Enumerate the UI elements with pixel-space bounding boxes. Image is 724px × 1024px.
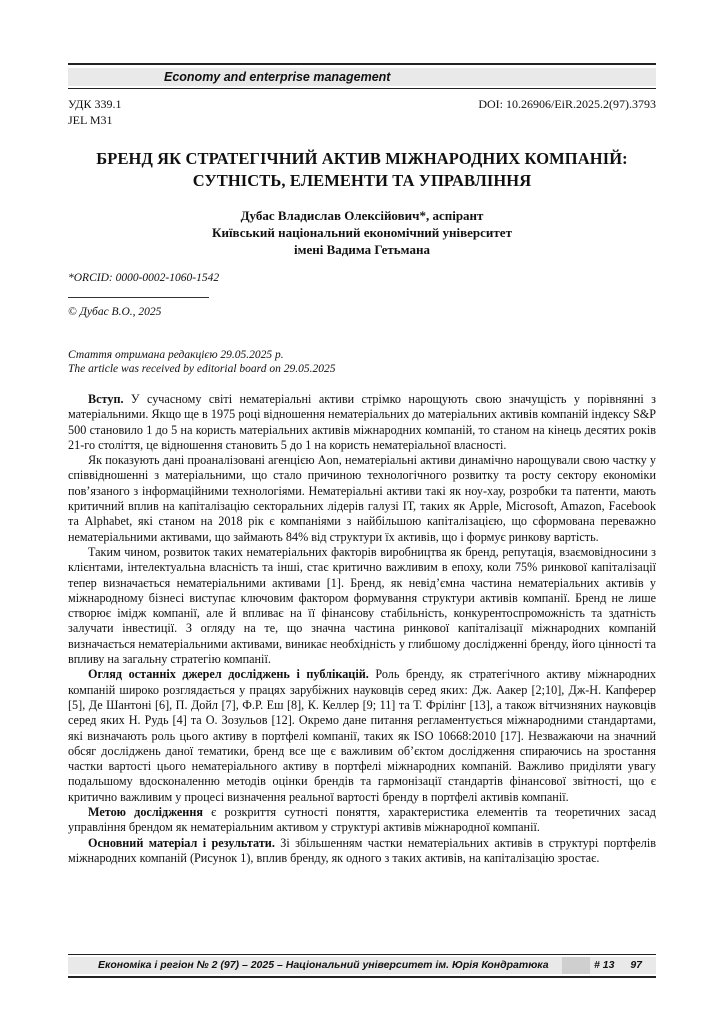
udc-code: УДК 339.1 [68,97,122,111]
text-goal: є розкриття сутності поняття, характеристика елементів та теоретичних засад управління брендом як нематеріальним активом у структурі активів міжнародної компанії. [68,805,657,835]
jel-code: JEL M31 [68,113,113,127]
lead-intro: Вступ. [88,392,124,406]
paragraph-intro [68,392,656,453]
text-literature: Роль бренду, як стратегічного активу міжнародних компаній широко розглядається у працях зарубіжних науковців серед яких: Дж. Аакер [2;10], Дж-Н. Капферер [5], Де Шантоні [6], П. Дойл [7], Ф.Р. Еш [8], К. Келлер [9; 11] та Т. Фрілінг [13], а також вітчизняних науковців серед яких Н. Рудь [4] та О. Зозульов [12]. Окремо дане питання регламентується міжнародними стандартами, які визначають роль цього активу в портфелі компанії, таких як ISO 10668:2010 [17]. Незважаючи на значний обсяг досліджень даної тематики, бренд все ще є важливим об’єктом дослідження спираючись на зростання частки вартості цього нематеріального активу в портфелі міжнародних компаній. Важливо приділяти увагу подальшому вдосконаленню методів оцінки брендів та гармонізації стандартів фінансової звітності, що є критично важливим у процесі визначення реальної вартості бренду в портфелі активів компанії. [68,667,656,804]
lead-results: Основний матеріал і результати. [88,835,275,850]
article-title-line2: СУТНІСТЬ, ЕЛЕМЕНТИ ТА УПРАВЛІННЯ [192,171,532,190]
lead-literature: Огляд останніх джерел досліджень і публікацій. [88,667,369,682]
affiliation-line2: імені Вадима Гетьмана [294,242,430,257]
received-ua: Стаття отримана редакцією 29.05.2025 р. [68,349,284,361]
footer-bar [68,957,656,974]
paragraph-literature [68,667,656,805]
text-aon: Як показують дані проаналізовані агенцією Aon, нематеріальні активи динамічно нарощували свою частку у співвідношенні з матеріальними, що стало причиною технологічного розвитку та росту сектору економіки пов’язаного з інформаційними технологіями. Нематеріальні активи такі як ноу-хау, розробки та патенти, мають критичний вплив на капіталізацію секторальних лідерів галузі ІТ, таких як Apple, Microsoft, Amazon, Facebook та Alphabet, які станом на 2018 рік є компаніями з найбільшою капіталізацією, що сформована переважно нематеріальними активами, що займають 84% від структури їх активів, що і формує ринкову вартість. [68,453,656,544]
paragraph-factors [68,545,656,667]
lead-goal: Метою дослідження [88,805,203,820]
footer-issue-number: # 13 [594,959,615,971]
footnote-rule [68,297,209,298]
paragraph-aon [68,453,656,545]
affiliation-line1: Київський національний економічний університет [212,225,512,240]
copyright: © Дубас В.О., 2025 [68,306,162,318]
received-en: The article was received by editorial board on 29.05.2025 [68,363,336,375]
paragraph-goal [68,805,656,836]
journal-section-header: Economy and enterprise management [68,68,656,86]
header-rule-bottom [68,88,656,89]
footer-page-number: 97 [630,959,642,971]
header-rule-top [68,63,656,65]
doi[interactable]: DOI: 10.26906/EiR.2025.2(97).3793 [478,97,656,111]
article-body [68,392,656,866]
text-factors: Таким чином, розвиток таких нематеріальних факторів виробництва як бренд, репутація, взаємовідносини з клієнтами, інтелектуальна власність та інші, стає критично важливим в епоху, коли 75% ринкової капіталізації тепер визначається нематеріальними активами [1]. Бренд, як невід’ємна частина нематеріальних активів у міжнародному бізнесі виступає ключовим фактором формування структури активів компанії. Бренд не лише створює імідж компанії, але й впливає на її фінансову стабільність, конкурентоспроможність та здатність залучати інвестиції. З огляду на те, що значна частина ринкової капіталізації міжнародних компаній визначається нематеріальними активами, виникає необхідність у глибшому дослідженні бренду, його цінності та впливу на загальну стратегію компанії. [68,544,656,667]
article-title-line1: БРЕНД ЯК СТРАТЕГІЧНИЙ АКТИВ МІЖНАРОДНИХ КОМПАНІЙ: [96,149,628,168]
footer-rule-top [68,954,656,955]
paragraph-results [68,836,656,867]
footer-issue [562,957,590,974]
footer-journal: Економіка і регіон № 2 (97) – 2025 – Національний університет ім. Юрія Кондратюка [98,959,549,971]
author-name: Дубас Владислав Олексійович*, аспірант [240,208,484,223]
text-intro: У сучасному світі нематеріальні активи стрімко нарощують свою значущість у порівнянні з матеріальними. Якщо ще в 1975 році відношення нематеріальних до матеріальних активів компаній індексу S&P 500 становило 1 до 5 на користь матеріальних активів міжнародних компаній, то станом на кінець десятих років 21-го століття, це відношення становить 5 до 1 на користь нематеріальної власності. [68,392,656,452]
footer-rule-bottom [68,976,656,978]
orcid: *ORCID: 0000-0002-1060-1542 [68,272,220,284]
text-results: Зі збільшенням частки нематеріальних активів в структурі портфелів міжнародних компаній (Рисунок 1), вплив бренду, як одного з таких активів, на капіталізацію зростає. [68,835,656,865]
